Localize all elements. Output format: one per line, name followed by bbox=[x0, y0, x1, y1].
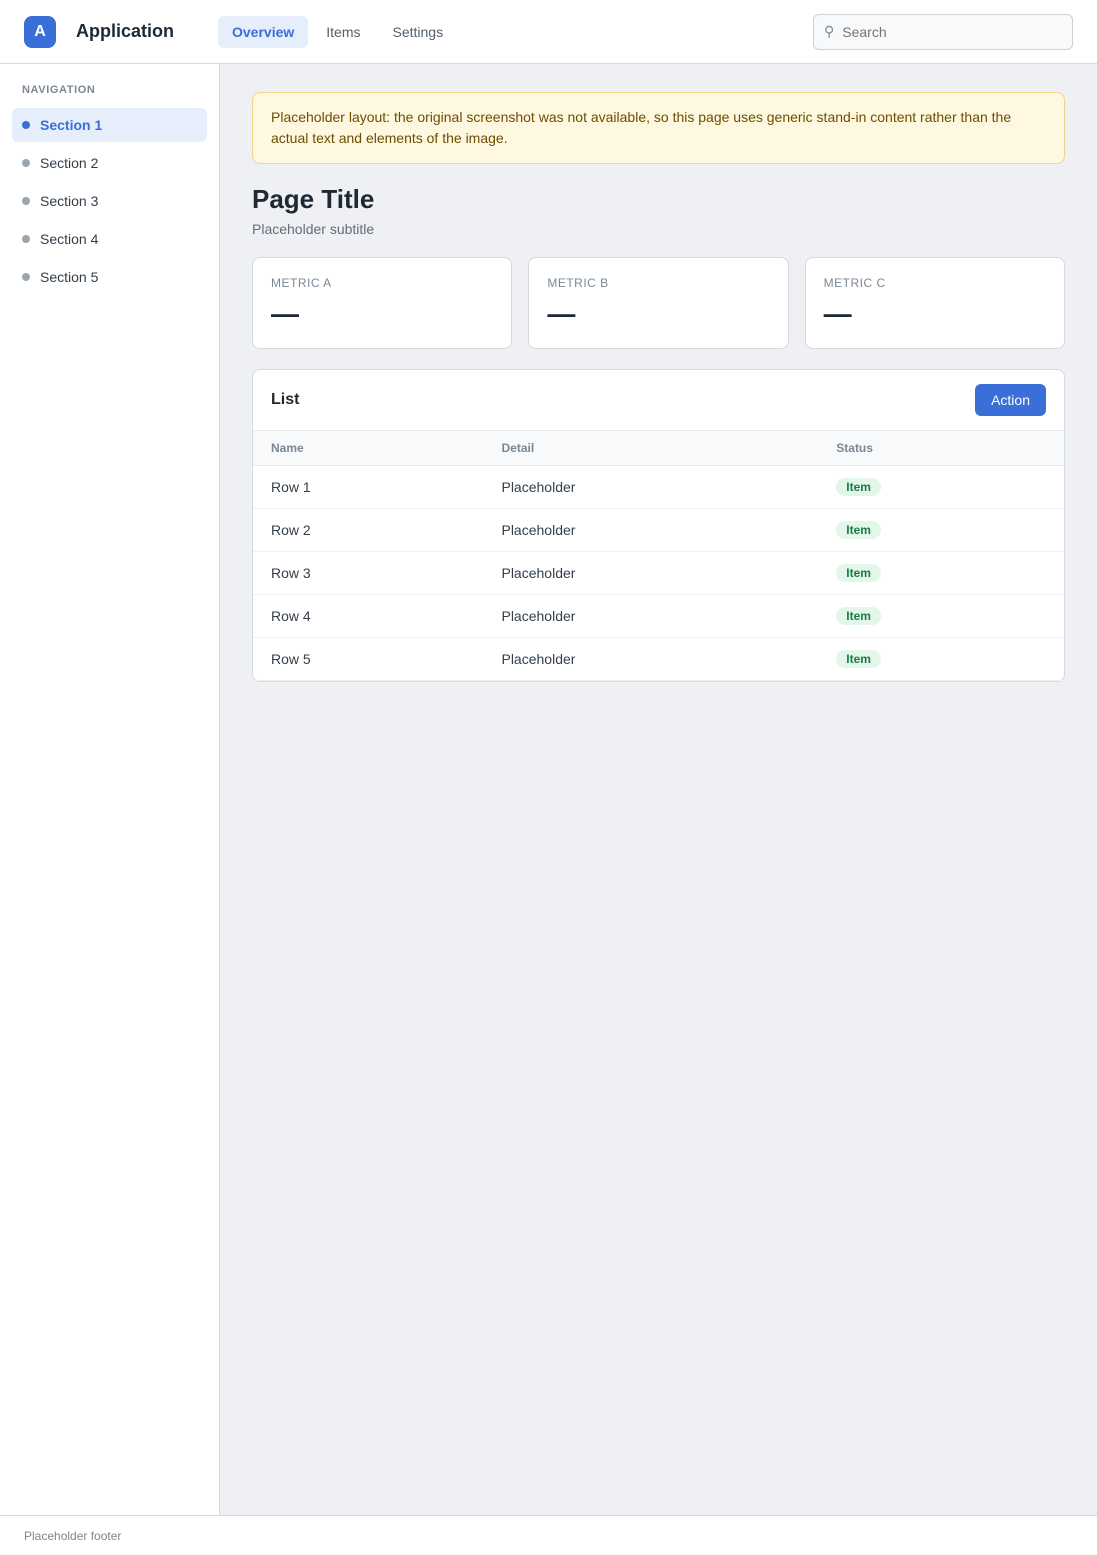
nav-tab-1[interactable]: Overview bbox=[218, 16, 308, 48]
cell-status bbox=[818, 509, 1064, 552]
content-area bbox=[0, 64, 1097, 1515]
panel-title: List bbox=[271, 391, 300, 408]
footer bbox=[0, 1515, 1097, 1555]
main-content bbox=[220, 64, 1097, 1515]
cell-name: Row 2 bbox=[253, 509, 483, 552]
panel-header bbox=[253, 370, 1064, 431]
page-subtitle: Placeholder subtitle bbox=[252, 221, 375, 237]
action-button[interactable]: Action bbox=[975, 384, 1046, 416]
app-logo: A bbox=[24, 16, 56, 48]
summary-card bbox=[805, 257, 1065, 349]
table-row[interactable] bbox=[253, 595, 1064, 638]
sidebar-item-1[interactable] bbox=[12, 108, 207, 142]
cell-name: Row 1 bbox=[253, 466, 483, 509]
sidebar-item-3[interactable] bbox=[12, 184, 207, 218]
summary-card bbox=[252, 257, 512, 349]
status-badge: Item bbox=[836, 478, 881, 496]
sidebar-item-label: Section 5 bbox=[40, 269, 99, 285]
sidebar-item-label: Section 1 bbox=[40, 117, 103, 133]
table-row[interactable] bbox=[253, 509, 1064, 552]
search-input[interactable] bbox=[842, 24, 1062, 40]
summary-card bbox=[528, 257, 788, 349]
placeholder-notice: Placeholder layout: the original screenshot was not available, so this page uses generic stand-in content rather than the actual text and elements of the image. bbox=[252, 92, 1065, 164]
status-badge: Item bbox=[836, 521, 881, 539]
sidebar-item-label: Section 3 bbox=[40, 193, 99, 209]
sidebar-item-2[interactable] bbox=[12, 146, 207, 180]
search-icon: ⚲ bbox=[824, 23, 835, 39]
cell-status bbox=[818, 466, 1064, 509]
sidebar-heading: NAVIGATION bbox=[22, 84, 96, 96]
cell-name: Row 3 bbox=[253, 552, 483, 595]
top-bar bbox=[0, 0, 1097, 64]
cell-detail: Placeholder bbox=[483, 552, 818, 595]
bullet-icon bbox=[22, 159, 30, 167]
footer-text: Placeholder footer bbox=[24, 1528, 122, 1543]
bullet-icon bbox=[22, 197, 30, 205]
cell-detail: Placeholder bbox=[483, 595, 818, 638]
nav-tab-2[interactable]: Items bbox=[326, 23, 361, 40]
card-label: METRIC A bbox=[271, 276, 332, 290]
card-label: METRIC B bbox=[547, 276, 609, 290]
cell-status bbox=[818, 595, 1064, 638]
column-header[interactable]: Name bbox=[253, 431, 483, 466]
table-header-row bbox=[253, 431, 1064, 466]
page-title: Page Title bbox=[252, 184, 375, 214]
cell-name: Row 5 bbox=[253, 638, 483, 681]
cell-detail: Placeholder bbox=[483, 466, 818, 509]
status-badge: Item bbox=[836, 564, 881, 582]
sidebar-item-label: Section 2 bbox=[40, 155, 99, 171]
sidebar-item-label: Section 4 bbox=[40, 231, 99, 247]
sidebar bbox=[0, 64, 220, 1515]
column-header[interactable]: Detail bbox=[483, 431, 818, 466]
app-title: Application bbox=[76, 21, 174, 41]
search-box[interactable] bbox=[813, 14, 1073, 50]
bullet-icon bbox=[22, 121, 30, 129]
table-row[interactable] bbox=[253, 466, 1064, 509]
card-value: — bbox=[823, 298, 852, 329]
page-heading bbox=[252, 184, 1065, 237]
sidebar-item-5[interactable] bbox=[12, 260, 207, 294]
cell-status bbox=[818, 638, 1064, 681]
card-label: METRIC C bbox=[823, 276, 886, 290]
summary-cards bbox=[252, 257, 1065, 349]
cell-detail: Placeholder bbox=[483, 509, 818, 552]
table-row[interactable] bbox=[253, 552, 1064, 595]
status-badge: Item bbox=[836, 650, 881, 668]
list-panel bbox=[252, 369, 1065, 682]
cell-status bbox=[818, 552, 1064, 595]
card-value: — bbox=[271, 298, 299, 329]
bullet-icon bbox=[22, 273, 30, 281]
table-row[interactable] bbox=[253, 638, 1064, 681]
data-table bbox=[253, 431, 1064, 681]
cell-detail: Placeholder bbox=[483, 638, 818, 681]
card-value: — bbox=[547, 298, 576, 329]
status-badge: Item bbox=[836, 607, 881, 625]
nav-tab-3[interactable]: Settings bbox=[392, 23, 444, 40]
top-nav bbox=[218, 16, 457, 48]
column-header[interactable]: Status bbox=[818, 431, 1064, 466]
cell-name: Row 4 bbox=[253, 595, 483, 638]
sidebar-item-4[interactable] bbox=[12, 222, 207, 256]
bullet-icon bbox=[22, 235, 30, 243]
